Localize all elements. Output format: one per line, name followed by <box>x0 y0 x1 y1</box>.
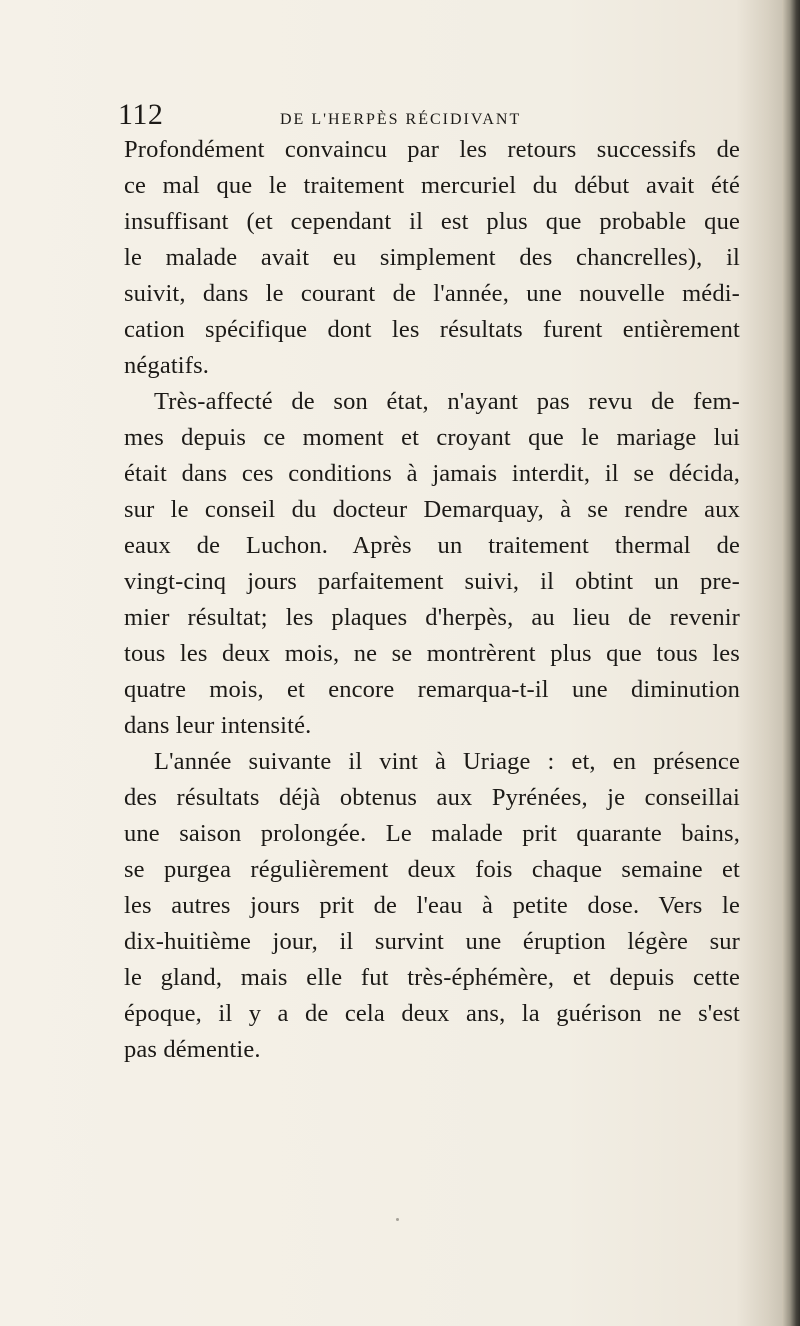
text-line: négatifs. <box>124 352 210 379</box>
text-line: dans leur intensité. <box>124 712 312 739</box>
text-line: le malade avait eu simplement des chancrelles), il <box>124 244 740 271</box>
text-line: vingt-cinq jours parfaitement suivi, il obtint un pre- <box>124 568 740 595</box>
text-line: le gland, mais elle fut très-éphémère, et depuis cette <box>124 964 740 991</box>
paper-speck <box>396 1218 399 1221</box>
text-line: ce mal que le traitement mercuriel du début avait été <box>124 172 740 199</box>
text-line: des résultats déjà obtenus aux Pyrénées, je conseillai <box>124 784 740 811</box>
text-line: pas démentie. <box>124 1036 261 1063</box>
text-line: Très-affecté de son état, n'ayant pas revu de fem- <box>154 388 740 415</box>
book-spine-shadow <box>782 0 800 1326</box>
text-line: mes depuis ce moment et croyant que le mariage lui <box>124 424 740 451</box>
text-line: époque, il y a de cela deux ans, la guérison ne s'est <box>124 1000 740 1027</box>
page-number: 112 <box>118 98 164 131</box>
text-line: Profondément convaincu par les retours successifs de <box>124 136 740 163</box>
text-line: insuffisant (et cependant il est plus que probable que <box>124 208 740 235</box>
text-line: cation spécifique dont les résultats furent entièrement <box>124 316 740 343</box>
text-line: dix-huitième jour, il survint une éruption légère sur <box>124 928 740 955</box>
text-line: sur le conseil du docteur Demarquay, à se rendre aux <box>124 496 740 523</box>
text-line: tous les deux mois, ne se montrèrent plus que tous les <box>124 640 740 667</box>
text-line: les autres jours prit de l'eau à petite dose. Vers le <box>124 892 740 919</box>
text-line: était dans ces conditions à jamais interdit, il se décida, <box>124 460 740 487</box>
text-line: mier résultat; les plaques d'herpès, au lieu de revenir <box>124 604 740 631</box>
text-line: une saison prolongée. Le malade prit quarante bains, <box>124 820 740 847</box>
text-line: L'année suivante il vint à Uriage : et, en présence <box>154 748 740 775</box>
body-text <box>124 132 740 1068</box>
text-line: suivit, dans le courant de l'année, une nouvelle médi- <box>124 280 740 307</box>
text-line: quatre mois, et encore remarqua-t-il une diminution <box>124 676 740 703</box>
running-head: DE L'HERPÈS RÉCIDIVANT <box>280 111 522 128</box>
text-line: eaux de Luchon. Après un traitement thermal de <box>124 532 740 559</box>
text-line: se purgea régulièrement deux fois chaque semaine et <box>124 856 740 883</box>
